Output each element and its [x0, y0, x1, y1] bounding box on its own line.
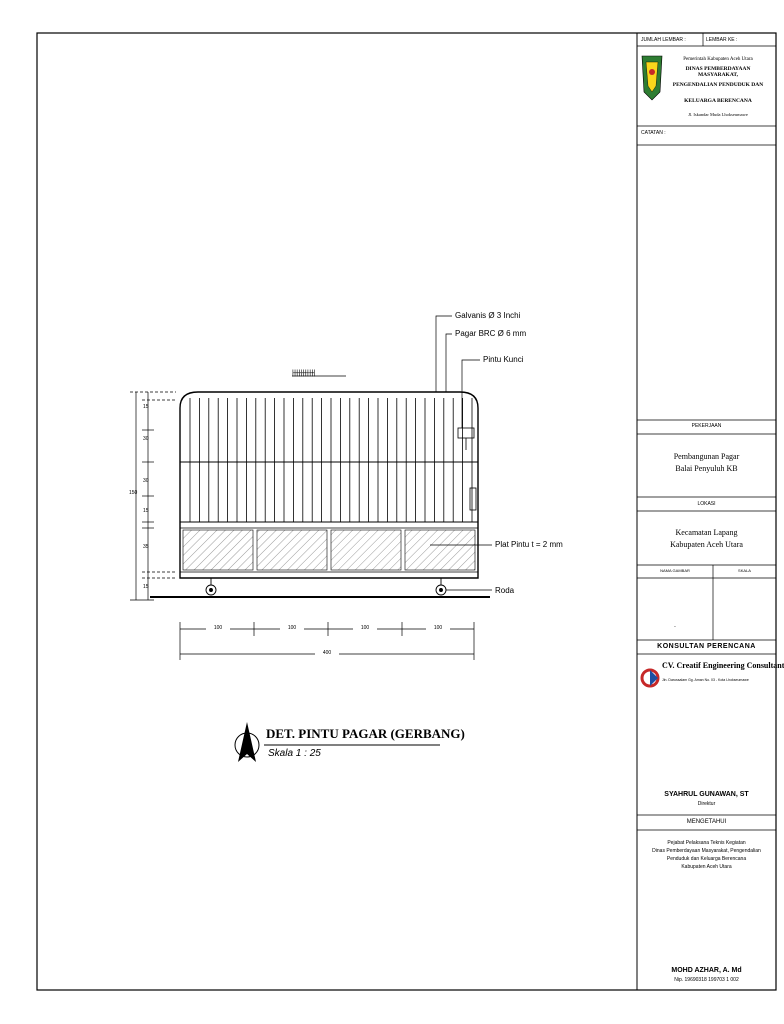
director-name: SYAHRUL GUNAWAN, ST	[664, 791, 749, 798]
vertical-dimension	[130, 392, 176, 600]
official-name: MOHD AZHAR, A. Md	[671, 967, 742, 974]
drawing-scale: Skala 1 : 25	[268, 748, 321, 759]
label-galvanis: Galvanis Ø 3 Inchi	[455, 311, 521, 320]
vdim-2: 30	[143, 436, 149, 442]
label-roda: Roda	[495, 586, 515, 595]
lokasi-line-1: Kecamatan Lapang	[675, 528, 738, 537]
mengetahui-line-2: Dinas Pemberdayaan Masyarakat, Pengendalian	[652, 848, 761, 854]
plat-panels	[183, 530, 475, 570]
konsultan-address: Jln. Darussalam Gg. Aman No. 03 - Kota Lhokseumawe	[662, 678, 749, 682]
gate-lock-icon	[458, 428, 476, 510]
pemerintah-text: Pemerintah Kabupaten Aceh Utara	[683, 57, 753, 62]
vdim-4: 15	[143, 508, 149, 514]
dinas-line-3: KELUARGA BERENCANA	[684, 98, 752, 104]
director-title: Direktur	[697, 801, 716, 807]
drawing-title: DET. PINTU PAGAR (GERBANG)	[266, 726, 465, 741]
hdim-total: 400	[315, 650, 339, 656]
pekerjaan-line-2: Balai Penyuluh KB	[675, 464, 738, 473]
label-pagar-brc: Pagar BRC Ø 6 mm	[455, 329, 527, 338]
hdim-3: 100	[353, 625, 377, 631]
top-dimension-text: |-|-|-|-|-|-|-|-|-|-|	[292, 370, 315, 377]
skala-label: SKALA	[738, 568, 751, 573]
dinas-line-1: DINAS PEMBERDAYAAN MASYARAKAT,	[685, 66, 751, 78]
hdim-4: 100	[426, 625, 450, 631]
lokasi-line-2: Kabupaten Aceh Utara	[670, 540, 743, 549]
title-block-grid	[637, 33, 784, 830]
konsultan-label: KONSULTAN PERENCANA	[657, 643, 756, 650]
lokasi-label: LOKASI	[697, 501, 716, 507]
dinas-line-2: PENGENDALIAN PENDUDUK DAN	[672, 82, 764, 88]
official-nip: Nip. 19690318 199703 1 002	[674, 977, 739, 983]
pekerjaan-label: PEKERJAAN	[691, 423, 722, 429]
wheel-icon	[206, 578, 446, 595]
lembar-ke: LEMBAR KE :	[706, 37, 738, 43]
vdim-3: 30	[143, 478, 149, 484]
mengetahui-line-1: Pejabat Pelaksana Teknis Kegiatan	[667, 840, 746, 846]
mengetahui-line-3: Penduduk dan Keluarga Berencana	[666, 856, 747, 862]
hdim-1: 100	[206, 625, 230, 631]
consultant-logo-icon	[642, 670, 658, 686]
brc-bars	[190, 398, 472, 522]
vdim-5: 35	[143, 544, 149, 550]
mengetahui-label: MENGETAHUI	[686, 819, 727, 825]
label-pintu-kunci: Pintu Kunci	[483, 355, 524, 364]
pekerjaan-line-1: Pembangunan Pagar	[673, 452, 740, 461]
hdim-2: 100	[280, 625, 304, 631]
vdim-1: 15	[143, 404, 149, 410]
nama-gambar-value: -	[674, 624, 676, 630]
label-plat-pintu: Plat Pintu t = 2 mm	[495, 540, 563, 549]
north-arrow-icon	[235, 722, 259, 762]
address-text: Jl. Iskandar Muda Lhokseumawe	[688, 112, 748, 117]
catatan-label: CATATAN :	[641, 130, 666, 136]
jumlah-lembar: JUMLAH LEMBAR :	[641, 37, 686, 43]
vdim-6: 15	[143, 584, 149, 590]
regency-logo-icon	[642, 56, 662, 100]
nama-gambar-label: NAMA GAMBAR	[660, 568, 690, 573]
konsultan-name: CV. Creatif Engineering Consultant	[662, 661, 784, 670]
vdim-total: 150	[129, 490, 138, 496]
mengetahui-line-4: Kabupaten Aceh Utara	[681, 864, 732, 870]
